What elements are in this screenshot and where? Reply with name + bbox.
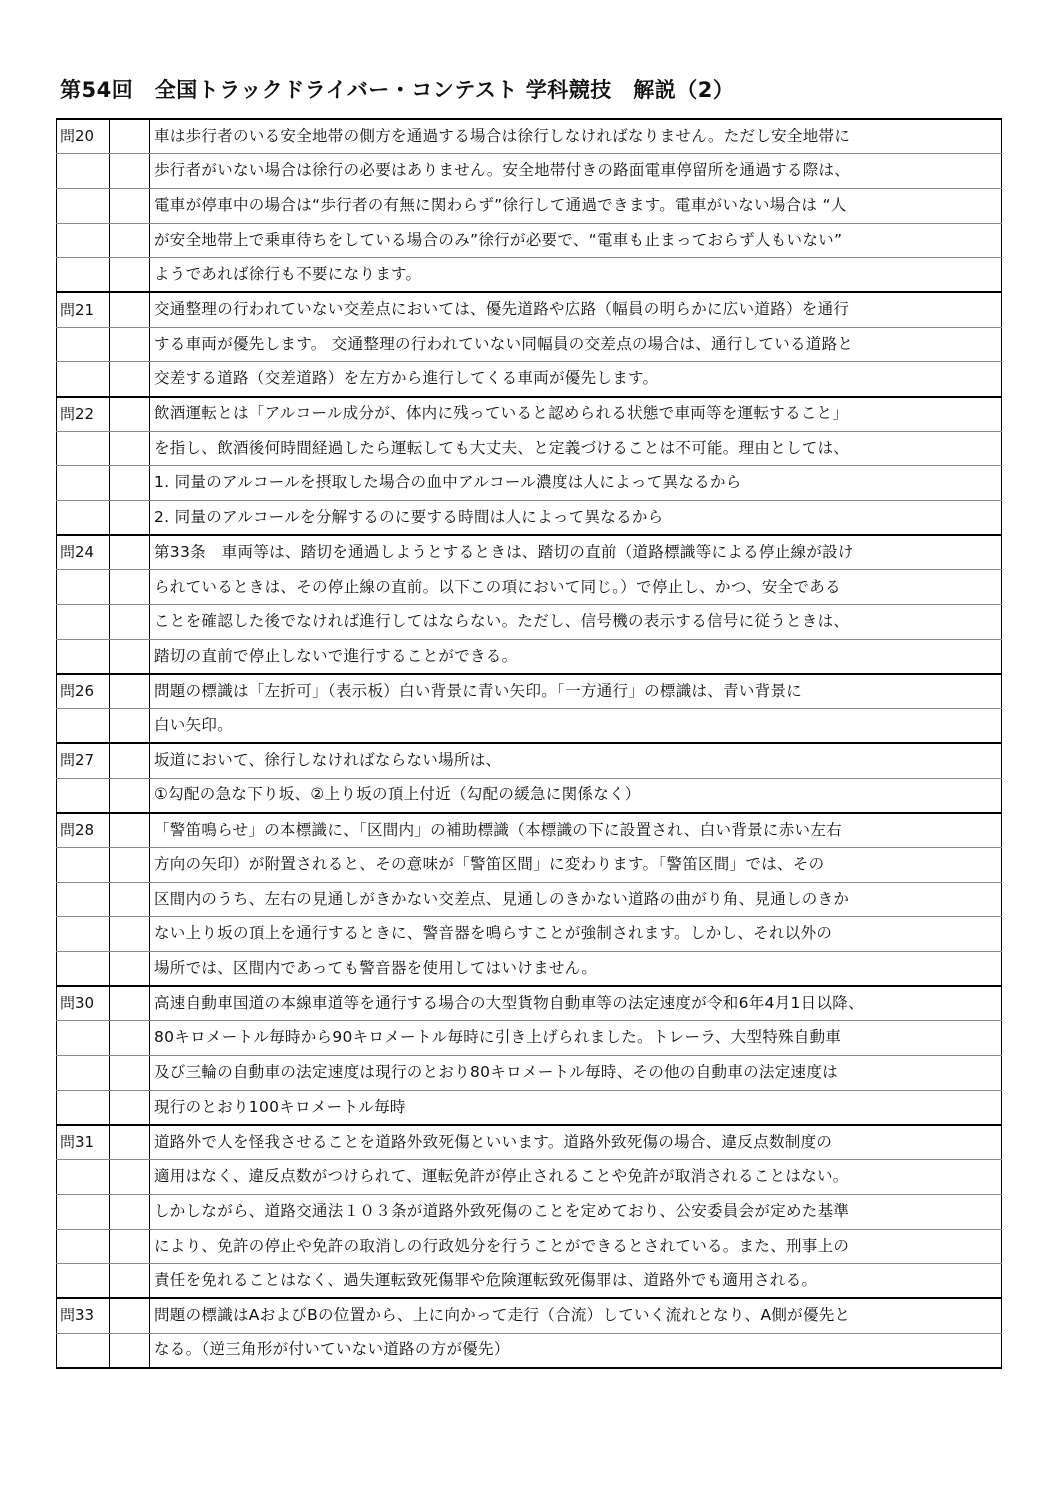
question-number: 問24: [57, 535, 110, 570]
question-number: 問27: [57, 743, 110, 778]
answer-cell: [110, 154, 150, 189]
explanation-line: 歩行者がいない場合は徐行の必要はありません。安全地帯付きの路面電車停留所を通過する際は、: [150, 154, 1002, 189]
table-row: [57, 778, 1002, 813]
answer-cell: [110, 397, 150, 432]
explanation-line: しかしながら、道路交通法１０３条が道路外致死傷のことを定めており、公安委員会が定めた基準: [150, 1194, 1002, 1229]
question-number: 問31: [57, 1125, 110, 1160]
table-row: [57, 119, 1002, 154]
table-row: [57, 1229, 1002, 1264]
question-number-cell: [57, 223, 110, 258]
table-row: [57, 917, 1002, 952]
explanation-table: [56, 118, 1002, 1369]
answer-cell: [110, 327, 150, 362]
question-number-cell: [57, 188, 110, 223]
answer-cell: [110, 292, 150, 327]
explanation-line: ことを確認した後でなければ進行してはならない。ただし、信号機の表示する信号に従うときは、: [150, 605, 1002, 640]
explanation-line: 現行のとおり100キロメートル毎時: [150, 1090, 1002, 1125]
question-number-cell: [57, 709, 110, 744]
explanation-table-body: [57, 119, 1002, 1368]
explanation-line: 白い矢印。: [150, 709, 1002, 744]
answer-cell: [110, 258, 150, 293]
table-row: [57, 743, 1002, 778]
question-number-cell: [57, 1090, 110, 1125]
table-row: [57, 882, 1002, 917]
explanation-line: 及び三輪の自動車の法定速度は現行のとおり80キロメートル毎時、その他の自動車の法定速度は: [150, 1056, 1002, 1091]
explanation-line: 「警笛鳴らせ」の本標識に、「区間内」の補助標識（本標識の下に設置され、白い背景に赤い左右: [150, 813, 1002, 848]
answer-cell: [110, 952, 150, 987]
explanation-line: 高速自動車国道の本線車道等を通行する場合の大型貨物自動車等の法定速度が令和6年4月1日以降、: [150, 986, 1002, 1021]
question-number: 問22: [57, 397, 110, 432]
table-row: [57, 847, 1002, 882]
table-row: [57, 327, 1002, 362]
explanation-line: 踏切の直前で停止しないで進行することができる。: [150, 639, 1002, 674]
table-row: [57, 1090, 1002, 1125]
table-row: [57, 466, 1002, 501]
explanation-line: 第33条 車両等は、踏切を通過しようとするときは、踏切の直前（道路標識等による停止線が設け: [150, 535, 1002, 570]
table-row: [57, 397, 1002, 432]
table-row: [57, 1264, 1002, 1299]
table-row: [57, 1333, 1002, 1368]
answer-cell: [110, 743, 150, 778]
explanation-line: 場所では、区間内であっても警音器を使用してはいけません。: [150, 952, 1002, 987]
question-number-cell: [57, 1229, 110, 1264]
table-row: [57, 813, 1002, 848]
explanation-line: 電車が停車中の場合は“歩行者の有無に関わらず”徐行して通過できます。電車がいない場合は “人: [150, 188, 1002, 223]
table-row: [57, 292, 1002, 327]
table-row: [57, 1194, 1002, 1229]
answer-cell: [110, 709, 150, 744]
question-number-cell: [57, 570, 110, 605]
explanation-line: 問題の標識は「左折可」（表示板）白い背景に青い矢印。「一方通行」の標識は、青い背景に: [150, 674, 1002, 709]
answer-cell: [110, 570, 150, 605]
explanation-line: 適用はなく、違反点数がつけられて、運転免許が停止されることや免許が取消されることはない。: [150, 1160, 1002, 1195]
explanation-line: 車は歩行者のいる安全地帯の側方を通過する場合は徐行しなければなりません。ただし安全地帯に: [150, 119, 1002, 154]
table-row: [57, 570, 1002, 605]
answer-cell: [110, 847, 150, 882]
question-number: 問30: [57, 986, 110, 1021]
explanation-line: 方向の矢印）が附置されると、その意味が「警笛区間」に変わります。「警笛区間」では、その: [150, 847, 1002, 882]
answer-cell: [110, 466, 150, 501]
answer-cell: [110, 1090, 150, 1125]
question-number: 問20: [57, 119, 110, 154]
question-number-cell: [57, 327, 110, 362]
question-number-cell: [57, 639, 110, 674]
question-number-cell: [57, 501, 110, 536]
explanation-line: 飲酒運転とは「アルコール成分が、体内に残っていると認められる状態で車両等を運転すること」: [150, 397, 1002, 432]
question-number-cell: [57, 1264, 110, 1299]
question-number-cell: [57, 154, 110, 189]
table-row: [57, 431, 1002, 466]
answer-cell: [110, 882, 150, 917]
question-number: 問28: [57, 813, 110, 848]
question-number-cell: [57, 1021, 110, 1056]
table-row: [57, 154, 1002, 189]
table-row: [57, 501, 1002, 536]
answer-cell: [110, 362, 150, 397]
explanation-line: する車両が優先します。 交通整理の行われていない同幅員の交差点の場合は、通行している道路と: [150, 327, 1002, 362]
table-row: [57, 258, 1002, 293]
explanation-line: 2. 同量のアルコールを分解するのに要する時間は人によって異なるから: [150, 501, 1002, 536]
table-row: [57, 223, 1002, 258]
question-number-cell: [57, 917, 110, 952]
table-row: [57, 1298, 1002, 1333]
question-number-cell: [57, 1194, 110, 1229]
question-number-cell: [57, 1160, 110, 1195]
answer-cell: [110, 778, 150, 813]
question-number: 問33: [57, 1298, 110, 1333]
explanation-line: 道路外で人を怪我させることを道路外致死傷といいます。道路外致死傷の場合、違反点数制度の: [150, 1125, 1002, 1160]
question-number: 問26: [57, 674, 110, 709]
table-row: [57, 952, 1002, 987]
explanation-line: 坂道において、徐行しなければならない場所は、: [150, 743, 1002, 778]
table-row: [57, 605, 1002, 640]
answer-cell: [110, 1125, 150, 1160]
table-row: [57, 188, 1002, 223]
answer-cell: [110, 639, 150, 674]
question-number-cell: [57, 431, 110, 466]
explanation-line: ようであれば徐行も不要になります。: [150, 258, 1002, 293]
explanation-line: ない上り坂の頂上を通行するときに、警音器を鳴らすことが強制されます。しかし、それ以外の: [150, 917, 1002, 952]
explanation-line: 交差する道路（交差道路）を左方から進行してくる車両が優先します。: [150, 362, 1002, 397]
answer-cell: [110, 223, 150, 258]
explanation-line: 責任を免れることはなく、過失運転致死傷罪や危険運転致死傷罪は、道路外でも適用される。: [150, 1264, 1002, 1299]
question-number-cell: [57, 882, 110, 917]
table-row: [57, 362, 1002, 397]
answer-cell: [110, 119, 150, 154]
explanation-line: により、免許の停止や免許の取消しの行政処分を行うことができるとされている。また、刑事上の: [150, 1229, 1002, 1264]
answer-cell: [110, 1056, 150, 1091]
table-row: [57, 639, 1002, 674]
question-number-cell: [57, 778, 110, 813]
answer-cell: [110, 917, 150, 952]
answer-cell: [110, 1264, 150, 1299]
answer-cell: [110, 535, 150, 570]
question-number-cell: [57, 1333, 110, 1368]
answer-cell: [110, 1021, 150, 1056]
question-number-cell: [57, 258, 110, 293]
question-number: 問21: [57, 292, 110, 327]
table-row: [57, 986, 1002, 1021]
question-number-cell: [57, 952, 110, 987]
table-row: [57, 535, 1002, 570]
explanation-line: 交通整理の行われていない交差点においては、優先道路や広路（幅員の明らかに広い道路）を通行: [150, 292, 1002, 327]
question-number-cell: [57, 466, 110, 501]
table-row: [57, 1125, 1002, 1160]
explanation-line: られているときは、その停止線の直前。以下この項において同じ。）で停止し、かつ、安全である: [150, 570, 1002, 605]
answer-cell: [110, 1333, 150, 1368]
answer-cell: [110, 1298, 150, 1333]
answer-cell: [110, 1160, 150, 1195]
answer-cell: [110, 605, 150, 640]
answer-cell: [110, 501, 150, 536]
answer-cell: [110, 431, 150, 466]
table-row: [57, 709, 1002, 744]
answer-cell: [110, 188, 150, 223]
question-number-cell: [57, 362, 110, 397]
page-title: 第54回 全国トラックドライバー・コンテスト 学科競技 解説（2）: [60, 78, 735, 102]
answer-cell: [110, 986, 150, 1021]
answer-cell: [110, 1229, 150, 1264]
explanation-line: 80キロメートル毎時から90キロメートル毎時に引き上げられました。トレーラ、大型特殊自動車: [150, 1021, 1002, 1056]
answer-cell: [110, 813, 150, 848]
explanation-line: 問題の標識はAおよびBの位置から、上に向かって走行（合流）していく流れとなり、A側が優先と: [150, 1298, 1002, 1333]
table-row: [57, 674, 1002, 709]
explanation-line: ①勾配の急な下り坂、②上り坂の頂上付近（勾配の緩急に関係なく）: [150, 778, 1002, 813]
answer-cell: [110, 674, 150, 709]
question-number-cell: [57, 847, 110, 882]
explanation-line: 1. 同量のアルコールを摂取した場合の血中アルコール濃度は人によって異なるから: [150, 466, 1002, 501]
table-row: [57, 1056, 1002, 1091]
explanation-line: なる。（逆三角形が付いていない道路の方が優先）: [150, 1333, 1002, 1368]
explanation-line: 区間内のうち、左右の見通しがきかない交差点、見通しのきかない道路の曲がり角、見通しのきか: [150, 882, 1002, 917]
table-row: [57, 1021, 1002, 1056]
table-row: [57, 1160, 1002, 1195]
answer-cell: [110, 1194, 150, 1229]
explanation-line: を指し、飲酒後何時間経過したら運転しても大丈夫、と定義づけることは不可能。理由としては、: [150, 431, 1002, 466]
explanation-line: が安全地帯上で乗車待ちをしている場合のみ”徐行が必要で、“電車も止まっておらず人もいない”: [150, 223, 1002, 258]
question-number-cell: [57, 1056, 110, 1091]
question-number-cell: [57, 605, 110, 640]
